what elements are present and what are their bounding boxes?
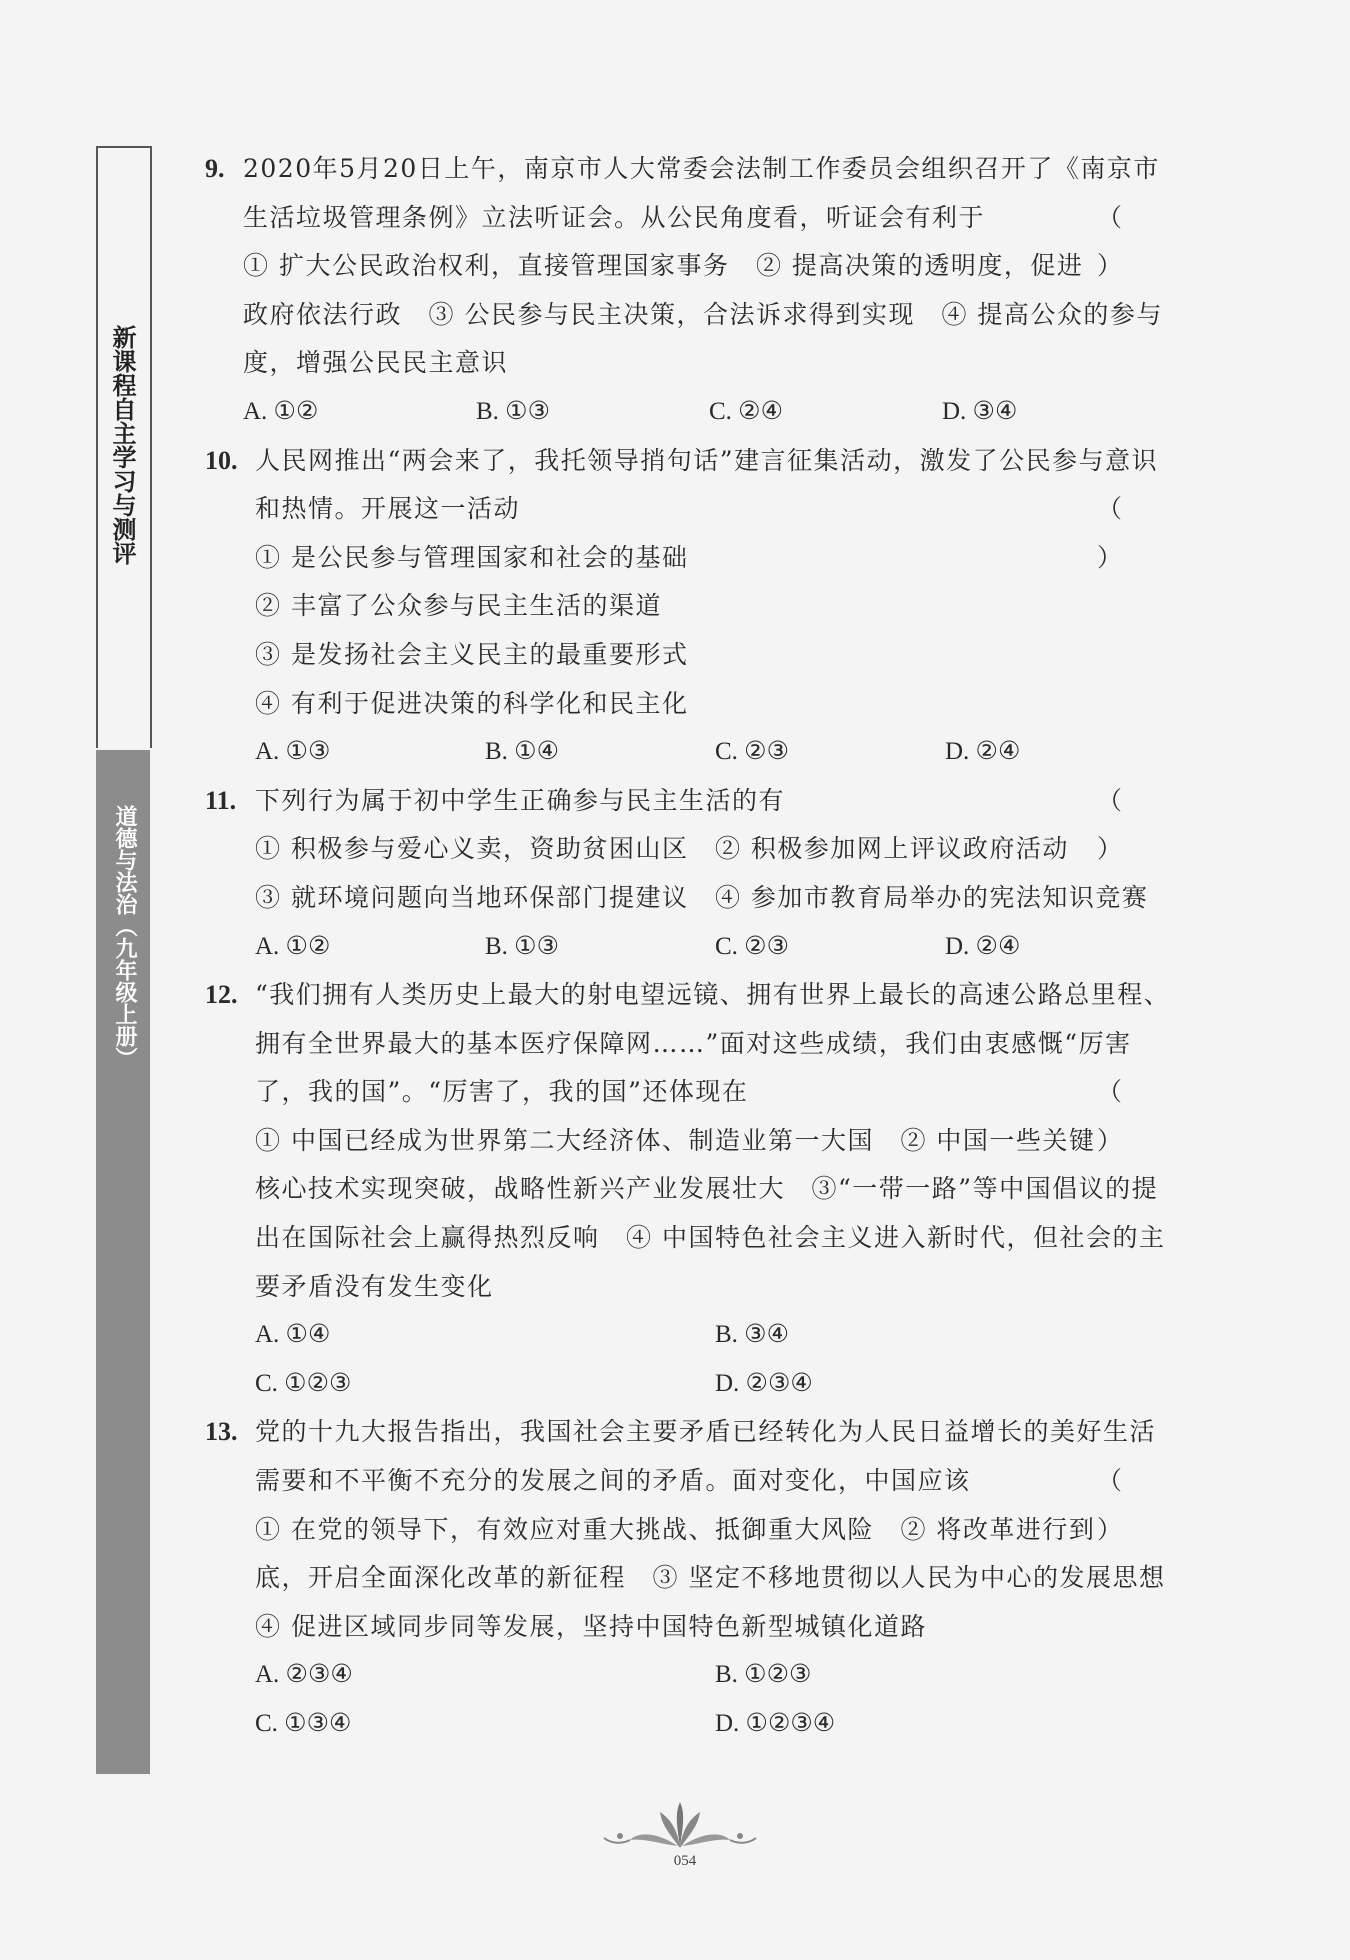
question-9 — [205, 145, 1175, 437]
question-11 — [205, 777, 1175, 971]
choice-row — [205, 388, 1175, 437]
choice-a: A. ①② — [243, 397, 319, 425]
choice-a: A. ①③ — [255, 738, 331, 766]
statement-option: ③ 是发扬社会主义民主的最重要形式 — [255, 639, 689, 669]
choice-row — [205, 923, 1175, 972]
choice-d: D. ①②③④ — [715, 1710, 836, 1737]
question-number: 9. — [205, 154, 225, 183]
question-stem: 2020年5月20日上午，南京市人大常委会法制工作委员会组织召开了《南京市生活垃圾管理条例》立法听证会。从公民角度看，听证会有利于 （ ） — [205, 145, 1175, 242]
choice-row — [205, 1311, 1175, 1360]
choice-row — [205, 1360, 1175, 1409]
choice-d: D. ③④ — [942, 397, 1018, 425]
statement-option: ① 是公民参与管理国家和社会的基础 — [255, 542, 689, 572]
answer-bracket: （ ） — [1097, 1077, 1143, 1155]
choice-d: D. ②④ — [945, 932, 1021, 960]
choice-c: C. ①②③ — [255, 1369, 352, 1397]
choice-c: C. ②③ — [715, 932, 789, 960]
question-13 — [205, 1408, 1192, 1748]
choice-a: A. ①② — [255, 932, 331, 960]
choice-a: A. ①④ — [255, 1321, 331, 1349]
choice-c: C. ①③④ — [255, 1710, 352, 1737]
series-title: 新课程自主学习与测评 — [108, 325, 136, 565]
leaf-ornament-icon — [600, 1800, 760, 1850]
choice-c: C. ②③ — [715, 738, 789, 766]
choice-b: B. ①③ — [476, 397, 550, 425]
choice-b: B. ③④ — [715, 1321, 789, 1349]
choice-row — [205, 1651, 1175, 1700]
statement-option: ② 丰富了公众参与民主生活的渠道 — [255, 591, 662, 621]
choice-b: B. ①④ — [485, 738, 559, 766]
question-number: 11. — [205, 785, 237, 815]
question-number: 12. — [205, 980, 238, 1010]
answer-bracket: （ ） — [1097, 785, 1143, 864]
question-stem: “我们拥有人类历史上最大的射电望远镜、拥有世界上最长的高速公路总里程、拥有全世界最大的基本医疗保障网……”面对这些成绩，我们由衷感慨“厉害了，我的国”。“厉害了，我的国”还体现在 （ ） — [205, 971, 1175, 1117]
question-stem: 人民网推出“两会来了，我托领导捎句话”建言征集活动，激发了公民参与意识和热情。开展这一活动 （ ） — [205, 437, 1175, 534]
statement-option: ④ 有利于促进决策的科学化和民主化 — [255, 688, 689, 718]
statement-options: ① 扩大公民政治权利，直接管理国家事务 ② 提高决策的透明度，促进政府依法行政 ③ 公民参与民主决策，合法诉求得到实现 ④ 提高公众的参与度，增强公民民主意识 — [243, 251, 1163, 378]
choice-row — [205, 1700, 1175, 1749]
question-stem: 下列行为属于初中学生正确参与民主生活的有 （ ） — [205, 777, 1175, 826]
question-stem: 党的十九大报告指出，我国社会主要矛盾已经转化为人民日益增长的美好生活需要和不平衡不充分的发展之间的矛盾。面对变化，中国应该 （ ） — [205, 1408, 1175, 1505]
choice-a: A. ②③④ — [255, 1661, 353, 1689]
statement-options: ① 中国已经成为世界第二大经济体、制造业第一大国 ② 中国一些关键核心技术实现突破，战略性新兴产业发展壮大 ③“一带一路”等中国倡议的提出在国际社会上赢得热烈反响 ④ 中国特色社会主义进入新时代，但社会的主要矛盾没有发生变化 — [255, 1125, 1166, 1301]
choice-b: B. ①②③ — [715, 1661, 812, 1689]
choice-c: C. ②④ — [709, 397, 783, 425]
choice-b: B. ①③ — [485, 932, 559, 960]
choice-row — [205, 728, 1175, 777]
choice-d: D. ②④ — [945, 738, 1021, 766]
answer-bracket: （ ） — [1097, 202, 1143, 281]
question-number: 13. — [205, 1417, 238, 1447]
question-10 — [205, 437, 1175, 777]
subject-label: 道德与法治（九年级上册） — [112, 805, 137, 1069]
statement-options: ① 在党的领导下，有效应对重大挑战、抵御重大风险 ② 将改革进行到底，开启全面深化改革的新征程 ③ 坚定不移地贯彻以人民为中心的发展思想 ④ 促进区域同步同等发展，坚持中国特色新型城镇化道路 — [255, 1514, 1192, 1641]
page-number: 054 — [673, 1853, 697, 1869]
question-12 — [205, 971, 1175, 1408]
answer-bracket: （ ） — [1097, 494, 1143, 572]
question-list — [205, 145, 1192, 1749]
choice-d: D. ②③④ — [715, 1369, 813, 1397]
question-number: 10. — [205, 445, 238, 475]
statement-option: ③ 就环境问题向当地环保部门提建议 ④ 参加市教育局举办的宪法知识竞赛 — [255, 882, 1149, 912]
answer-bracket: （ ） — [1097, 1466, 1143, 1544]
statement-option: ① 积极参与爱心义卖，资助贫困山区 ② 积极参加网上评议政府活动 — [255, 834, 1069, 864]
